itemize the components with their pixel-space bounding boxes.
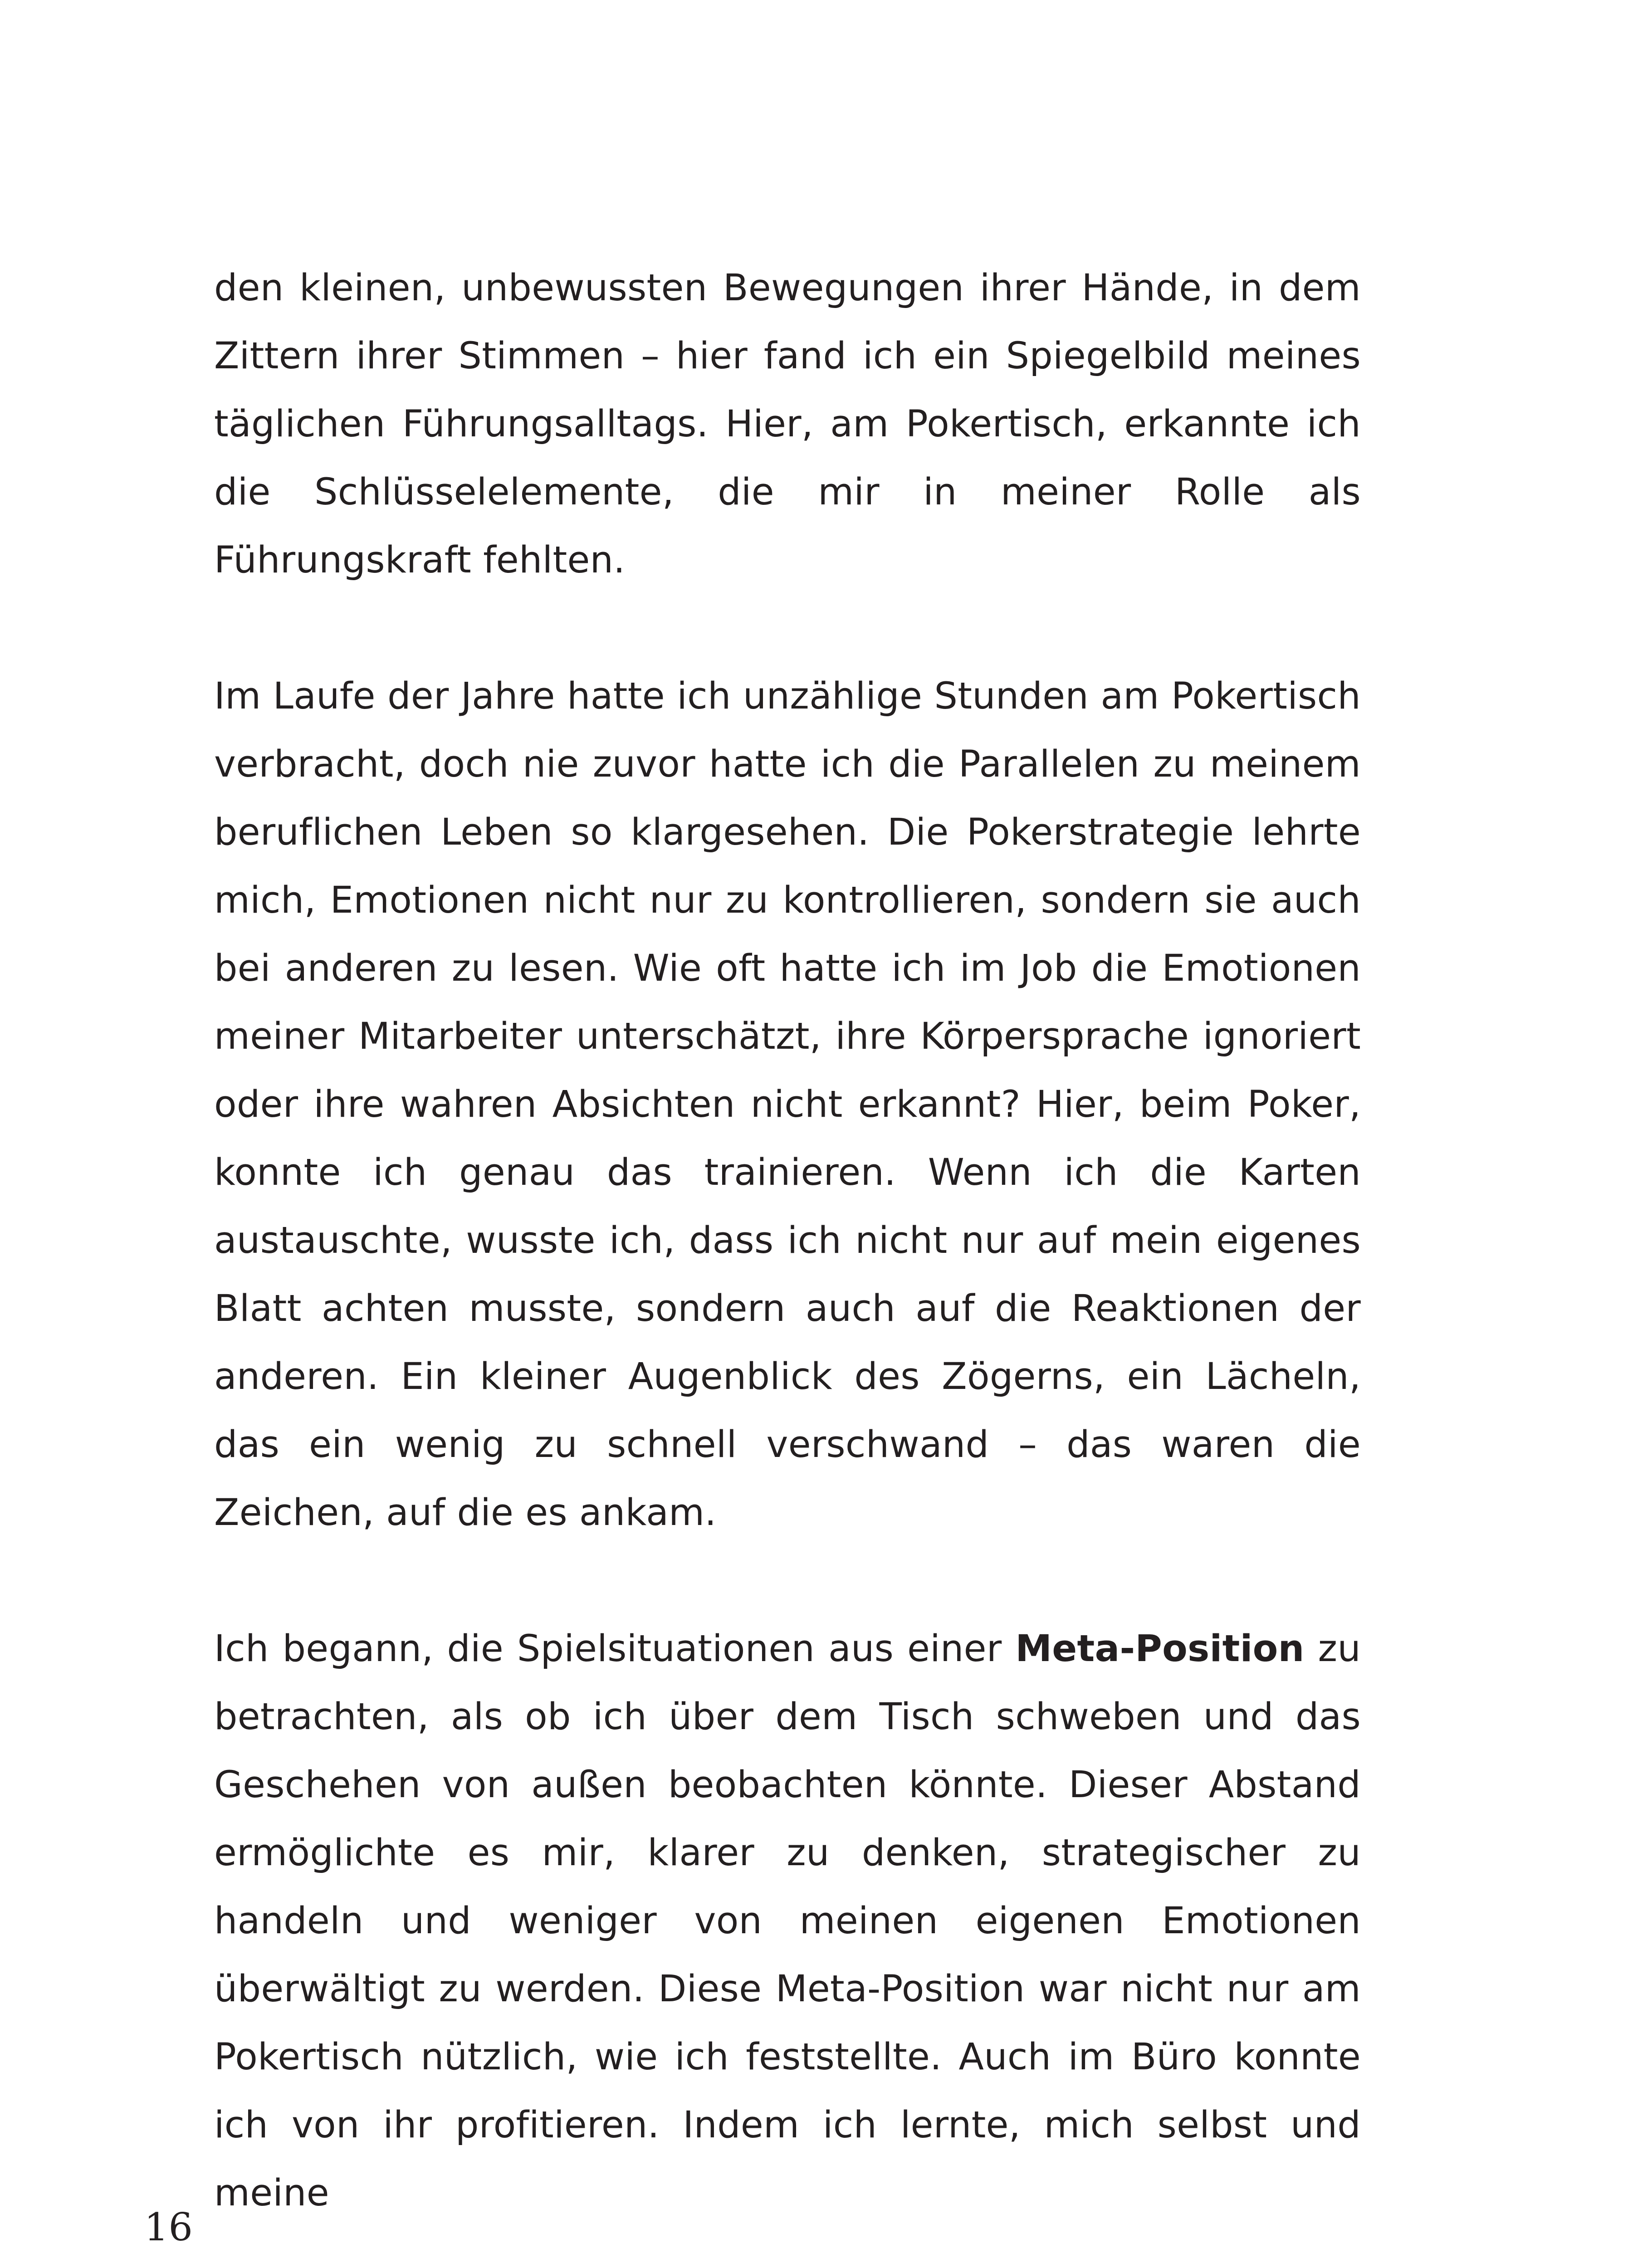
paragraph-3 <box>214 1615 1361 2227</box>
meta-position-emphasis: Meta-Position <box>1015 1628 1305 1670</box>
paragraph-2: Im Laufe der Jahre hatte ich unzählige Stunden am Pokertisch verbracht, doch nie zuvor hatte ich die Parallelen zu meinem beruflichen Leben so klargesehen. Die Pokerstrategie lehrte mich, Emotionen nicht nur zu kontrollieren, sondern sie auch bei anderen zu lesen. Wie oft hatte ich im Job die Emotionen meiner Mitarbeiter unterschätzt, ihre Körpersprache ignoriert oder ihre wahren Absichten nicht erkannt? Hier, beim Poker, konnte ich genau das trainieren. Wenn ich die Karten austauschte, wusste ich, dass ich nicht nur auf mein eigenes Blatt achten musste, sondern auch auf die Reaktionen der anderen. Ein kleiner Augenblick des Zögerns, ein Lächeln, das ein wenig zu schnell verschwand – das waren die Zeichen, auf die es ankam. <box>214 675 1361 1534</box>
paragraph-3-rest: zu betrachten, als ob ich über dem Tisch schweben und das Geschehen von außen beobachten könnte. Dieser Abstand ermöglichte es mir, klarer zu denken, strategischer zu handeln und weniger von meinen eigenen Emotionen überwältigt zu werden. Diese Meta-Position war nicht nur am Pokertisch nützlich, wie ich feststellte. Auch im Büro konnte ich von ihr profitieren. Indem ich lernte, mich selbst und meine <box>214 1628 1361 2214</box>
paragraph-1: den kleinen, unbewussten Bewegungen ihrer Hände, in dem Zittern ihrer Stimmen – hier fand ich ein Spiegelbild meines täglichen Führungsalltags. Hier, am Pokertisch, erkannte ich die Schlüsselelemente, die mir in meiner Rolle als Führungskraft fehlten. <box>214 267 1361 582</box>
body-text <box>214 254 1361 2227</box>
page-number: 16 <box>144 2205 193 2249</box>
paragraph-3-start: Ich begann, die Spielsituationen aus einer <box>214 1628 1016 1670</box>
